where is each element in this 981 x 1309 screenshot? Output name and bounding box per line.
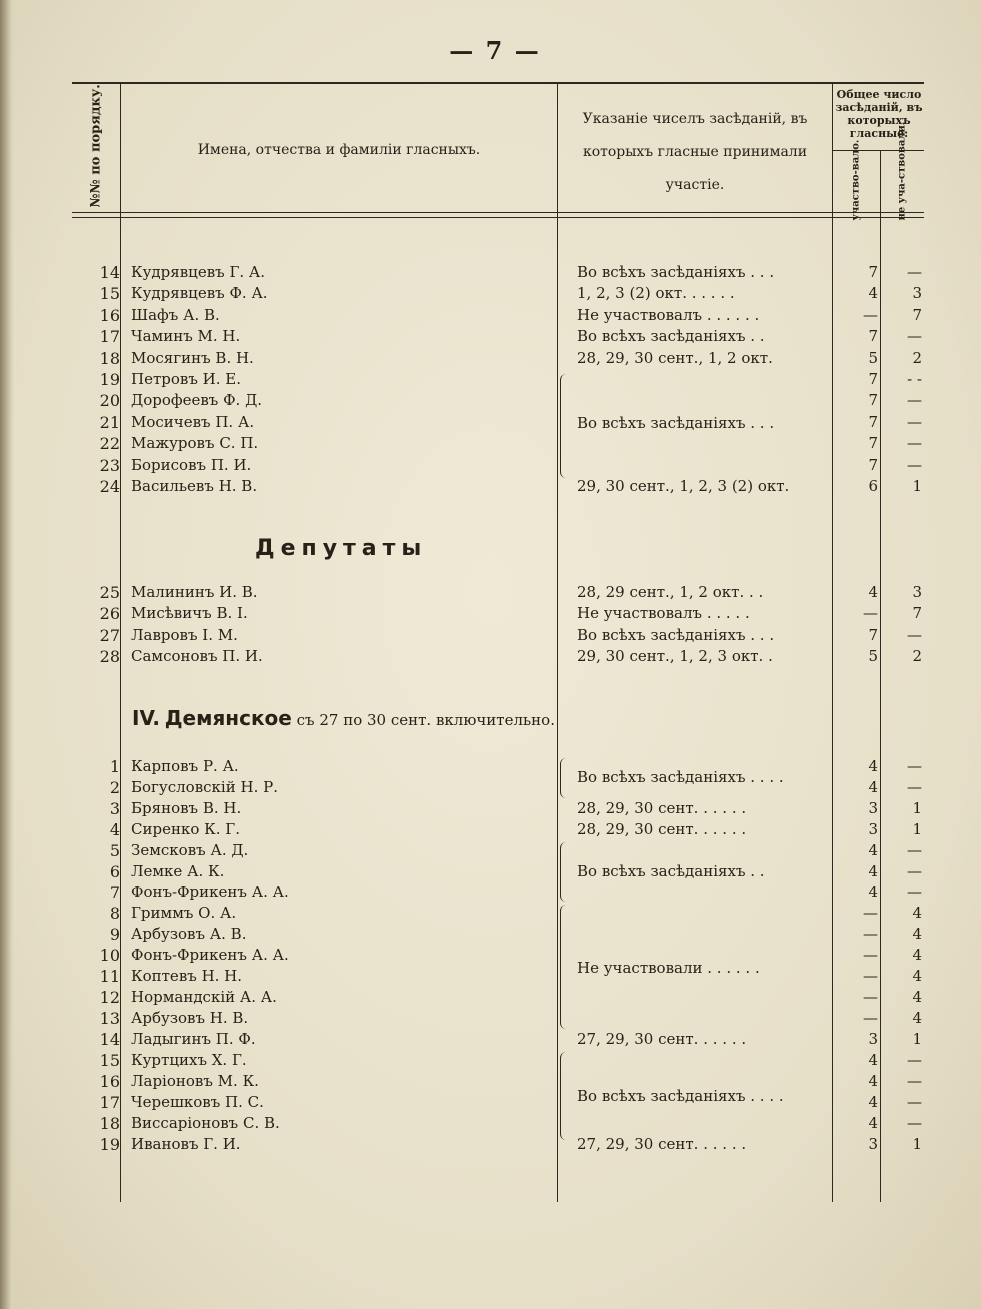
participated-count: 5 — [868, 348, 878, 367]
table-row — [0, 1029, 981, 1050]
header-dates-line-1: Указанiе чиселъ засѣданiй, въ — [582, 111, 808, 127]
member-name: Черешковъ П. С. — [131, 1093, 264, 1111]
participated-count: 4 — [868, 757, 878, 775]
table-row — [0, 1050, 981, 1071]
table-row — [0, 1008, 981, 1029]
absent-count: 4 — [912, 925, 922, 943]
table-row — [0, 625, 981, 646]
row-number: 3 — [109, 799, 120, 818]
header-name: Имена, отчества и фамилiи гласныхъ. — [197, 142, 481, 158]
row-number: 14 — [99, 1030, 120, 1049]
absent-count: — — [907, 1051, 922, 1069]
absent-count: 4 — [912, 904, 922, 922]
participated-count: 4 — [868, 1072, 878, 1090]
header-total-line-4: гласные: — [849, 127, 909, 140]
row-number: 27 — [99, 625, 120, 645]
table-row — [0, 603, 981, 624]
brace-3-text: Во всѣхъ засѣданiяхъ . . — [577, 862, 765, 880]
header-participated: участво-вало. — [850, 139, 862, 221]
brace-4-text: Не участвовали . . . . . . — [577, 959, 760, 977]
header-rule-2 — [72, 217, 924, 218]
row-number: 14 — [99, 263, 120, 282]
absent-count: 7 — [912, 604, 922, 623]
row-number: 10 — [99, 946, 120, 965]
meeting-dates: 27, 29, 30 сент. . . . . . — [577, 1030, 747, 1048]
participated-count: — — [863, 946, 878, 964]
page-number: — 7 — — [449, 36, 541, 65]
participated-count: 4 — [868, 883, 878, 901]
member-name: Гриммъ О. А. — [131, 904, 237, 922]
participated-count: — — [863, 904, 878, 922]
meeting-dates: 28, 29 сент., 1, 2 окт. . . — [577, 583, 764, 601]
row-number: 16 — [99, 1072, 120, 1091]
absent-count: 1 — [912, 820, 922, 838]
participated-count: — — [863, 305, 878, 324]
member-name: Коптевъ Н. Н. — [131, 967, 243, 985]
member-name: Мисѣвичъ В. I. — [131, 604, 248, 623]
table-row — [0, 305, 981, 326]
participated-count: 7 — [868, 263, 878, 281]
absent-count: 3 — [912, 284, 922, 303]
member-name: Сиренко К. Г. — [131, 820, 240, 838]
table-row — [0, 861, 981, 882]
district-roman: IV. — [132, 706, 160, 730]
meeting-dates: Во всѣхъ засѣданiяхъ . . . — [577, 263, 775, 281]
absent-count: — — [907, 412, 922, 431]
row-number: 6 — [109, 862, 120, 881]
header-total-line-3: которыхъ — [847, 114, 911, 127]
absent-count: — — [907, 434, 922, 453]
participated-count: — — [863, 604, 878, 623]
header-dates-line-2: которыхъ гласные принимали — [582, 144, 808, 160]
absent-count: 1 — [912, 799, 922, 817]
table-row — [0, 903, 981, 924]
row-number: 2 — [109, 778, 120, 797]
meeting-dates: 29, 30 сент., 1, 2, 3 окт. . — [577, 647, 773, 666]
row-number: 21 — [99, 412, 120, 432]
member-name: Виссарiоновъ С. В. — [131, 1114, 280, 1132]
absent-count: — — [907, 757, 922, 775]
participated-count: 4 — [868, 1093, 878, 1111]
header-total-rule — [832, 150, 924, 151]
table-row — [0, 945, 981, 966]
member-name: Борисовъ П. И. — [131, 455, 252, 474]
table-row — [0, 1113, 981, 1134]
row-number: 16 — [99, 305, 120, 325]
absent-count: — — [907, 391, 922, 410]
table-row — [0, 412, 981, 433]
meeting-dates: 28, 29, 30 сент., 1, 2 окт. — [577, 348, 773, 367]
member-name: Мажуровъ С. П. — [131, 434, 259, 453]
absent-count: 4 — [912, 988, 922, 1006]
member-name: Чаминъ М. Н. — [131, 327, 241, 346]
participated-count: 7 — [868, 391, 878, 410]
member-name: Ивановъ Г. И. — [131, 1135, 241, 1153]
meeting-dates: Во всѣхъ засѣданiяхъ . . — [577, 327, 765, 346]
district-period: съ 27 по 30 сент. включительно. — [296, 711, 555, 729]
row-number: 1 — [109, 757, 120, 776]
brace-2-text: Во всѣхъ засѣданiяхъ . . . . — [577, 768, 784, 786]
brace-5 — [560, 1052, 569, 1140]
participated-count: 4 — [868, 583, 878, 601]
member-name: Петровъ И. Е. — [131, 370, 241, 388]
table-row — [0, 369, 981, 390]
row-number: 8 — [109, 904, 120, 923]
absent-count: 4 — [912, 967, 922, 985]
meeting-dates: Не участвовалъ . . . . . — [577, 604, 750, 623]
participated-count: — — [863, 1009, 878, 1027]
participated-count: 7 — [868, 412, 878, 431]
participated-count: — — [863, 925, 878, 943]
member-name: Самсоновъ П. И. — [131, 647, 263, 666]
table-row — [0, 262, 981, 283]
district-name: Демянское — [164, 706, 292, 730]
district-heading — [132, 706, 555, 730]
absent-count: — — [907, 327, 922, 346]
brace-4 — [560, 905, 569, 1029]
row-number: 11 — [99, 967, 120, 986]
row-number: 28 — [99, 647, 120, 667]
row-number: 18 — [99, 1114, 120, 1133]
participated-count: 4 — [868, 841, 878, 859]
member-name: Арбузовъ Н. В. — [131, 1009, 249, 1027]
member-name: Нормандскiй А. А. — [131, 988, 277, 1006]
meeting-dates: 29, 30 сент., 1, 2, 3 (2) окт. — [577, 477, 790, 495]
row-number: 15 — [99, 284, 120, 304]
participated-count: 5 — [868, 647, 878, 666]
table-row — [0, 326, 981, 347]
member-name: Богусловскiй Н. Р. — [131, 778, 278, 796]
absent-count: — — [907, 778, 922, 796]
member-name: Земсковъ А. Д. — [131, 841, 249, 859]
absent-count: — — [907, 625, 922, 644]
participated-count: 4 — [868, 1114, 878, 1132]
row-number: 13 — [99, 1009, 120, 1028]
header-total-line-1: Общее число — [836, 88, 922, 101]
participated-count: — — [863, 967, 878, 985]
absent-count: — — [907, 841, 922, 859]
member-name: Мосягинъ В. Н. — [131, 348, 254, 367]
absent-count: — — [907, 1093, 922, 1111]
member-name: Арбузовъ А. В. — [131, 925, 247, 943]
row-number: 7 — [109, 883, 120, 902]
meeting-dates: Во всѣхъ засѣданiяхъ . . . — [577, 625, 775, 644]
table-row — [0, 582, 981, 603]
meeting-dates: 28, 29, 30 сент. . . . . . — [577, 820, 747, 838]
table-row — [0, 1092, 981, 1113]
table-row — [0, 819, 981, 840]
absent-count: 7 — [912, 305, 922, 324]
row-number: 4 — [109, 820, 120, 839]
header-num: №№ по порядку. — [88, 84, 104, 208]
participated-count: 7 — [868, 625, 878, 644]
absent-count: 1 — [912, 477, 922, 495]
row-number: 15 — [99, 1051, 120, 1070]
absent-count: — — [907, 263, 922, 281]
member-name: Карповъ Р. А. — [131, 757, 239, 775]
row-number: 12 — [99, 988, 120, 1007]
brace-3 — [560, 842, 569, 902]
row-number: 19 — [99, 1135, 120, 1154]
participated-count: 4 — [868, 1051, 878, 1069]
absent-count: 2 — [912, 647, 922, 666]
table-top-rule — [72, 82, 924, 84]
header-total-line-2: засѣданiй, въ — [835, 101, 923, 114]
meeting-dates: Не участвовалъ . . . . . . — [577, 305, 760, 324]
participated-count: — — [863, 988, 878, 1006]
table-row — [0, 646, 981, 667]
table-row — [0, 1071, 981, 1092]
absent-count: 2 — [912, 348, 922, 367]
participated-count: 4 — [868, 778, 878, 796]
member-name: Васильевъ Н. В. — [131, 477, 258, 495]
header-not-participated: не уча-ствовали. — [896, 121, 908, 221]
participated-count: 4 — [868, 284, 878, 303]
participated-count: 7 — [868, 327, 878, 346]
table-row — [0, 348, 981, 369]
table-row — [0, 987, 981, 1008]
participated-count: 7 — [868, 370, 878, 388]
table-row — [0, 433, 981, 454]
member-name: Кудрявцевъ Г. А. — [131, 263, 266, 281]
table-row — [0, 777, 981, 798]
member-name: Ладыгинъ П. Ф. — [131, 1030, 256, 1048]
participated-count: 7 — [868, 434, 878, 453]
absent-count: — — [907, 862, 922, 880]
participated-count: 3 — [868, 1030, 878, 1048]
row-number: 25 — [99, 583, 120, 602]
member-name: Малининъ И. В. — [131, 583, 258, 601]
absent-count: 1 — [912, 1135, 922, 1153]
brace-5-text: Во всѣхъ засѣданiяхъ . . . . — [577, 1087, 784, 1105]
row-number: 17 — [99, 327, 120, 347]
member-name: Фонъ-Фрикенъ А. А. — [131, 883, 289, 901]
meeting-dates: 1, 2, 3 (2) окт. . . . . . — [577, 284, 735, 303]
table-row — [0, 1134, 981, 1155]
row-number: 20 — [99, 391, 120, 411]
table-row — [0, 966, 981, 987]
member-name: Шафъ А. В. — [131, 305, 220, 324]
row-number: 5 — [109, 841, 120, 860]
table-row — [0, 882, 981, 903]
absent-count: - - — [907, 370, 922, 388]
header-rule-1 — [72, 212, 924, 213]
brace-1-text: Во всѣхъ засѣданiяхъ . . . — [577, 414, 775, 432]
table-row — [0, 455, 981, 476]
participated-count: 7 — [868, 455, 878, 474]
member-name: Бряновъ В. Н. — [131, 799, 242, 817]
participated-count: 3 — [868, 820, 878, 838]
table-row — [0, 390, 981, 411]
row-number: 9 — [109, 925, 120, 944]
member-name: Ларiоновъ М. К. — [131, 1072, 259, 1090]
member-name: Кудрявцевъ Ф. А. — [131, 284, 268, 303]
deputies-heading: Депутаты — [255, 536, 428, 561]
row-number: 19 — [99, 370, 120, 389]
member-name: Лавровъ I. М. — [131, 625, 238, 644]
absent-count: 1 — [912, 1030, 922, 1048]
table-row — [0, 798, 981, 819]
row-number: 23 — [99, 455, 120, 475]
brace-1 — [560, 374, 569, 478]
member-name: Мосичевъ П. А. — [131, 412, 255, 431]
participated-count: 3 — [868, 1135, 878, 1153]
member-name: Лемке А. К. — [131, 862, 225, 880]
absent-count: 4 — [912, 1009, 922, 1027]
row-number: 24 — [99, 477, 120, 496]
absent-count: 4 — [912, 946, 922, 964]
row-number: 17 — [99, 1093, 120, 1112]
absent-count: — — [907, 455, 922, 474]
table-row — [0, 924, 981, 945]
table-row — [0, 840, 981, 861]
header-dates-line-3: участiе. — [665, 177, 725, 193]
meeting-dates: 27, 29, 30 сент. . . . . . — [577, 1135, 747, 1153]
absent-count: — — [907, 883, 922, 901]
participated-count: 4 — [868, 862, 878, 880]
participated-count: 6 — [868, 477, 878, 495]
absent-count: — — [907, 1114, 922, 1132]
member-name: Дорофеевъ Ф. Д. — [131, 391, 263, 410]
member-name: Куртцихъ Х. Г. — [131, 1051, 247, 1069]
row-number: 22 — [99, 434, 120, 454]
absent-count: 3 — [912, 583, 922, 601]
brace-2 — [560, 758, 569, 798]
table-row — [0, 283, 981, 304]
member-name: Фонъ-Фрикенъ А. А. — [131, 946, 289, 964]
table-row — [0, 756, 981, 777]
row-number: 18 — [99, 348, 120, 368]
participated-count: 3 — [868, 799, 878, 817]
meeting-dates: 28, 29, 30 сент. . . . . . — [577, 799, 747, 817]
row-number: 26 — [99, 604, 120, 624]
table-row — [0, 476, 981, 497]
absent-count: — — [907, 1072, 922, 1090]
